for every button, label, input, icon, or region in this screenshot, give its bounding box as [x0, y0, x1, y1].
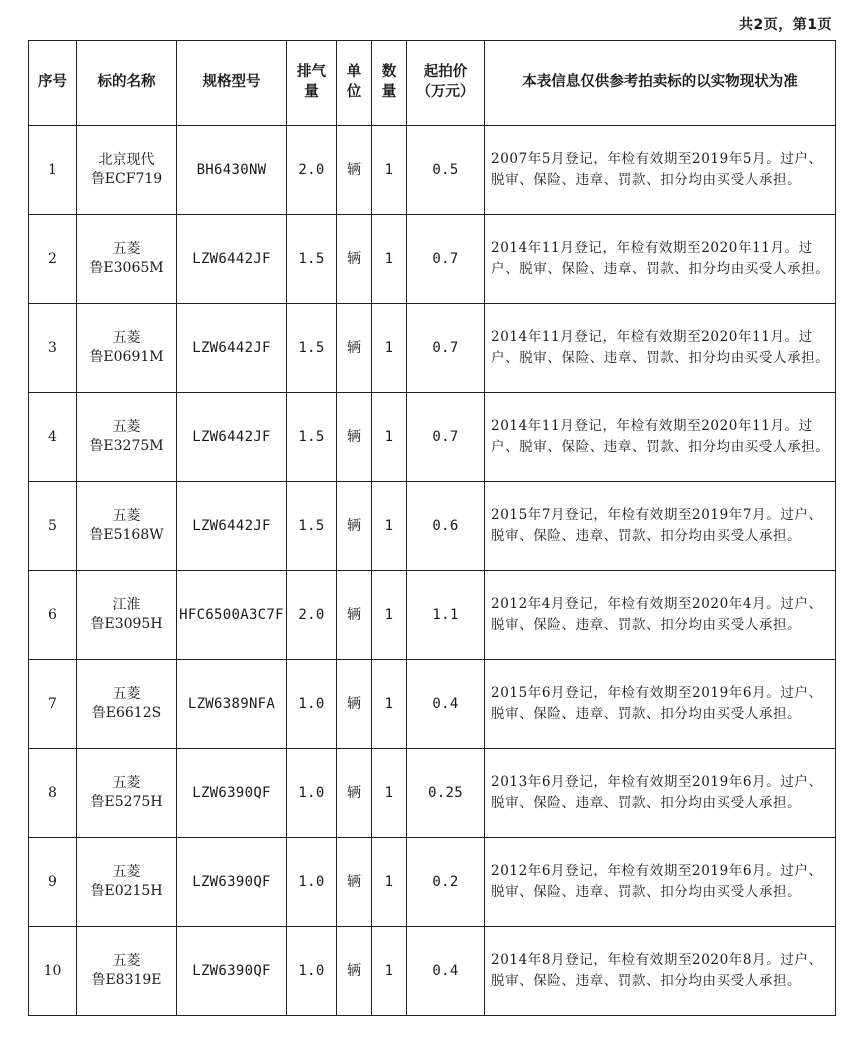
cell-note: 2014年11月登记，年检有效期至2020年11月。过户、脱审、保险、违章、罚款、扣分均由买受人承担。 [485, 393, 836, 482]
vehicle-brand: 五菱 [112, 686, 141, 703]
header-qty [372, 41, 407, 126]
cell-unit: 辆 [337, 482, 372, 571]
header-row [29, 41, 836, 126]
cell-qty: 1 [372, 927, 407, 1016]
cell-no: 9 [29, 838, 77, 927]
cell-name [77, 927, 177, 1016]
cell-model: LZW6390QF [177, 838, 287, 927]
cell-note: 2013年6月登记，年检有效期至2019年6月。过户、脱审、保险、违章、罚款、扣分均由买受人承担。 [485, 749, 836, 838]
cell-price: 0.4 [407, 927, 485, 1016]
cell-price: 0.4 [407, 660, 485, 749]
cell-displacement: 1.5 [287, 393, 337, 482]
header-displacement [287, 41, 337, 126]
cell-no: 4 [29, 393, 77, 482]
cell-model: LZW6390QF [177, 927, 287, 1016]
header-price-line1: 起拍价 [423, 64, 468, 81]
cell-name [77, 393, 177, 482]
cell-name [77, 749, 177, 838]
vehicle-brand: 五菱 [112, 419, 141, 436]
header-model: 规格型号 [177, 41, 287, 126]
cell-no: 2 [29, 215, 77, 304]
license-plate: 鲁E3275M [89, 438, 164, 454]
header-unit-line2: 位 [346, 84, 362, 100]
table-body [29, 126, 836, 1016]
cell-model: HFC6500A3C7F [177, 571, 287, 660]
cell-model: LZW6442JF [177, 393, 287, 482]
cell-model: LZW6442JF [177, 304, 287, 393]
vehicle-brand: 五菱 [112, 241, 141, 258]
license-plate: 鲁ECF719 [90, 171, 163, 187]
header-qty-line1: 数 [381, 64, 397, 81]
cell-unit: 辆 [337, 571, 372, 660]
cell-qty: 1 [372, 126, 407, 215]
cell-no: 6 [29, 571, 77, 660]
header-note: 本表信息仅供参考拍卖标的以实物现状为准 [485, 41, 836, 126]
vehicle-brand: 北京现代 [98, 152, 155, 169]
header-unit [337, 41, 372, 126]
page-indicator: 共2页，第1页 [739, 17, 832, 33]
cell-price: 0.7 [407, 304, 485, 393]
table-row [29, 126, 836, 215]
cell-price: 0.7 [407, 215, 485, 304]
cell-name [77, 304, 177, 393]
cell-name [77, 482, 177, 571]
cell-displacement: 1.5 [287, 215, 337, 304]
table-row [29, 749, 836, 838]
header-displacement-line2: 量 [304, 84, 319, 100]
cell-model: LZW6389NFA [177, 660, 287, 749]
table-row [29, 660, 836, 749]
cell-unit: 辆 [337, 215, 372, 304]
cell-note: 2014年11月登记，年检有效期至2020年11月。过户、脱审、保险、违章、罚款、扣分均由买受人承担。 [485, 304, 836, 393]
cell-note: 2015年7月登记，年检有效期至2019年7月。过户、脱审、保险、违章、罚款、扣分均由买受人承担。 [485, 482, 836, 571]
cell-displacement: 2.0 [287, 126, 337, 215]
table-row [29, 927, 836, 1016]
cell-model: LZW6442JF [177, 482, 287, 571]
table-row [29, 215, 836, 304]
cell-note: 2014年11月登记，年检有效期至2020年11月。过户、脱审、保险、违章、罚款、扣分均由买受人承担。 [485, 215, 836, 304]
cell-displacement: 1.0 [287, 660, 337, 749]
cell-price: 0.25 [407, 749, 485, 838]
cell-name [77, 838, 177, 927]
cell-model: LZW6390QF [177, 749, 287, 838]
cell-price: 0.2 [407, 838, 485, 927]
cell-note: 2007年5月登记，年检有效期至2019年5月。过户、脱审、保险、违章、罚款、扣分均由买受人承担。 [485, 126, 836, 215]
cell-unit: 辆 [337, 304, 372, 393]
header-displacement-line1: 排气 [297, 64, 326, 81]
header-no: 序号 [29, 41, 77, 126]
table-row [29, 393, 836, 482]
table-row [29, 571, 836, 660]
header-name: 标的名称 [77, 41, 177, 126]
cell-price: 0.7 [407, 393, 485, 482]
cell-no: 5 [29, 482, 77, 571]
vehicle-brand: 江淮 [112, 597, 141, 614]
cell-qty: 1 [372, 571, 407, 660]
header-qty-line2: 量 [381, 84, 397, 100]
license-plate: 鲁E6612S [91, 705, 162, 721]
table-row [29, 304, 836, 393]
cell-unit: 辆 [337, 838, 372, 927]
header-unit-line1: 单 [346, 64, 362, 81]
license-plate: 鲁E8319E [91, 972, 162, 988]
cell-qty: 1 [372, 393, 407, 482]
cell-unit: 辆 [337, 660, 372, 749]
vehicle-brand: 五菱 [112, 508, 141, 525]
cell-no: 3 [29, 304, 77, 393]
vehicle-brand: 五菱 [112, 953, 141, 970]
table-row [29, 482, 836, 571]
cell-unit: 辆 [337, 126, 372, 215]
header-price [407, 41, 485, 126]
cell-no: 7 [29, 660, 77, 749]
cell-note: 2015年6月登记，年检有效期至2019年6月。过户、脱审、保险、违章、罚款、扣分均由买受人承担。 [485, 660, 836, 749]
vehicle-brand: 五菱 [112, 330, 141, 347]
cell-note: 2014年8月登记，年检有效期至2020年8月。过户、脱审、保险、违章、罚款、扣分均由买受人承担。 [485, 927, 836, 1016]
cell-name [77, 215, 177, 304]
cell-qty: 1 [372, 304, 407, 393]
cell-note: 2012年6月登记，年检有效期至2019年6月。过户、脱审、保险、违章、罚款、扣分均由买受人承担。 [485, 838, 836, 927]
cell-no: 10 [29, 927, 77, 1016]
cell-unit: 辆 [337, 749, 372, 838]
cell-displacement: 1.0 [287, 838, 337, 927]
cell-note: 2012年4月登记，年检有效期至2020年4月。过户、脱审、保险、违章、罚款、扣分均由买受人承担。 [485, 571, 836, 660]
cell-name [77, 571, 177, 660]
vehicle-brand: 五菱 [112, 864, 141, 881]
cell-qty: 1 [372, 749, 407, 838]
auction-table [28, 40, 836, 1016]
cell-name [77, 126, 177, 215]
vehicle-brand: 五菱 [112, 775, 141, 792]
header-price-line2: （万元） [416, 84, 475, 100]
license-plate: 鲁E3065M [89, 260, 164, 276]
cell-displacement: 1.0 [287, 927, 337, 1016]
cell-unit: 辆 [337, 393, 372, 482]
cell-model: BH6430NW [177, 126, 287, 215]
cell-no: 8 [29, 749, 77, 838]
license-plate: 鲁E0215H [90, 883, 163, 899]
cell-qty: 1 [372, 838, 407, 927]
cell-displacement: 1.5 [287, 482, 337, 571]
cell-qty: 1 [372, 660, 407, 749]
cell-qty: 1 [372, 482, 407, 571]
license-plate: 鲁E3095H [90, 616, 163, 632]
cell-displacement: 2.0 [287, 571, 337, 660]
cell-unit: 辆 [337, 927, 372, 1016]
cell-no: 1 [29, 126, 77, 215]
cell-price: 0.5 [407, 126, 485, 215]
table-row [29, 838, 836, 927]
cell-qty: 1 [372, 215, 407, 304]
license-plate: 鲁E5168W [89, 527, 164, 543]
cell-displacement: 1.5 [287, 304, 337, 393]
cell-name [77, 660, 177, 749]
cell-price: 0.6 [407, 482, 485, 571]
license-plate: 鲁E0691M [89, 349, 164, 365]
cell-price: 1.1 [407, 571, 485, 660]
license-plate: 鲁E5275H [90, 794, 163, 810]
cell-displacement: 1.0 [287, 749, 337, 838]
cell-model: LZW6442JF [177, 215, 287, 304]
